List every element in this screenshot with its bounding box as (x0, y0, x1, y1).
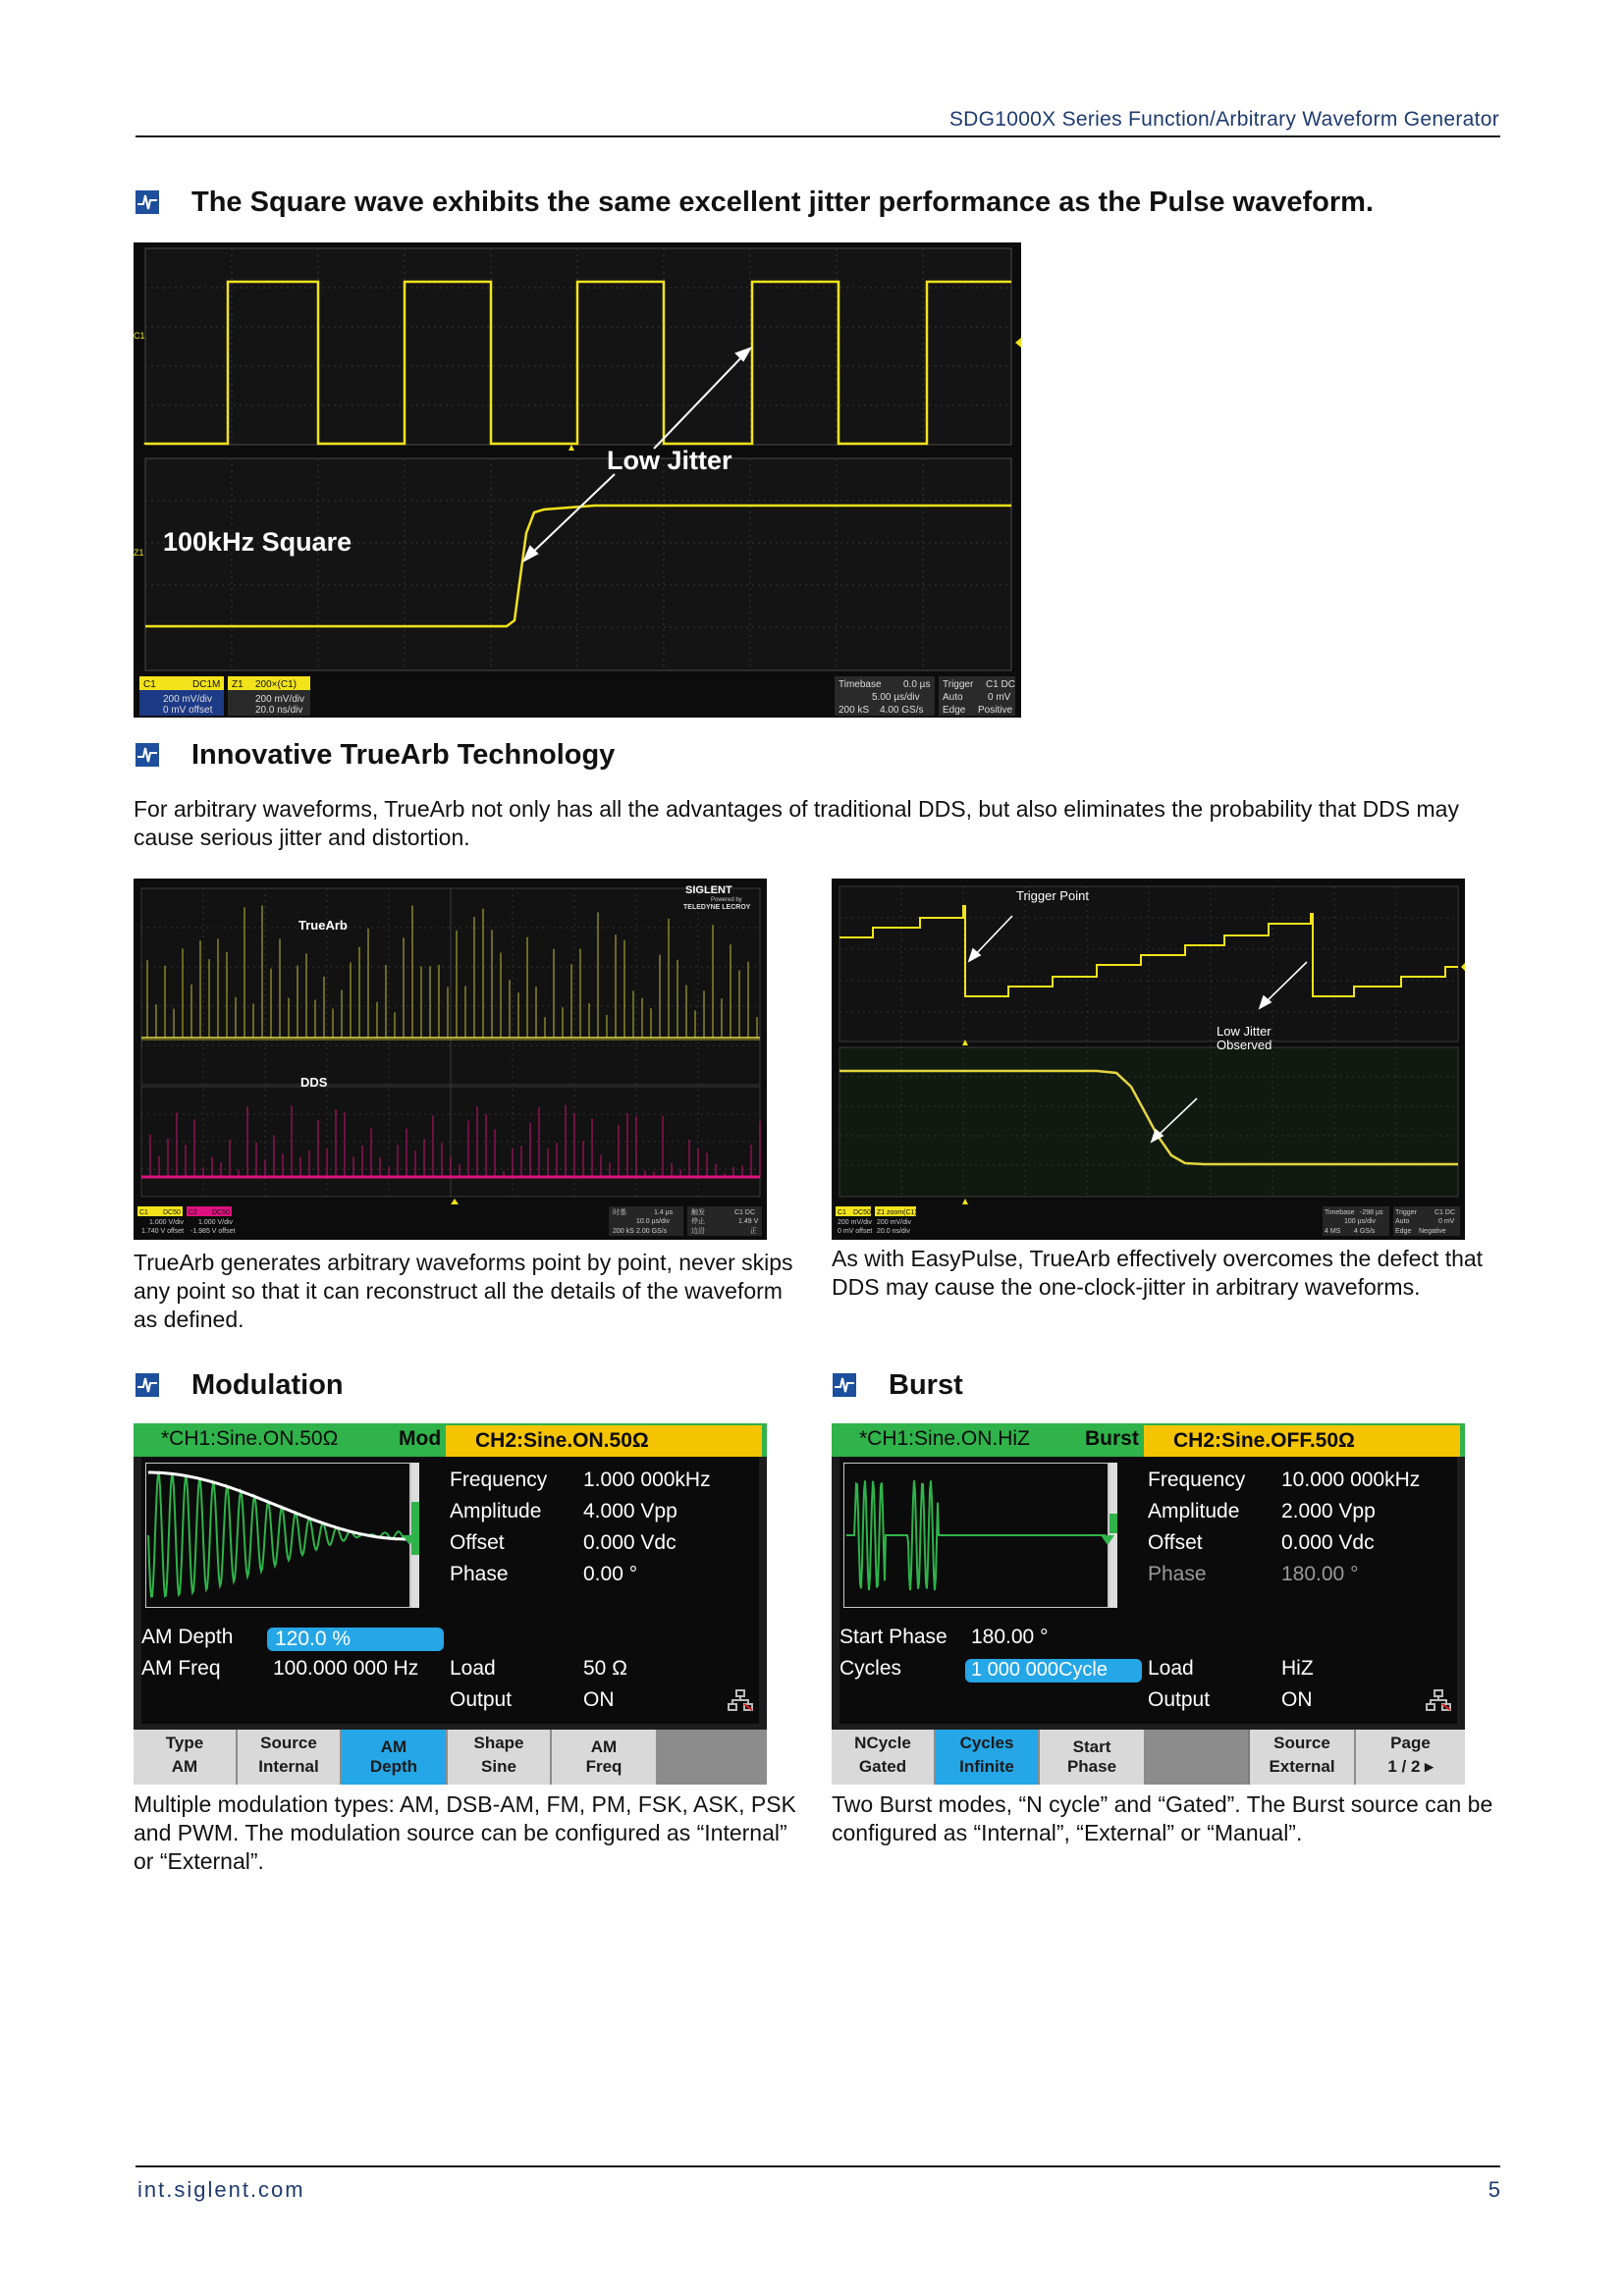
ch2-status: CH2:Sine.ON.50Ω (446, 1425, 762, 1457)
scope3-tr-lvl: 0 mV (1438, 1218, 1455, 1225)
generator-panel-burst (832, 1423, 1465, 1785)
param-value-offset[interactable]: 0.000 Vdc (1281, 1531, 1375, 1554)
am-freq-value[interactable]: 100.000 000 Hz (273, 1657, 419, 1680)
output-label: Output (450, 1688, 513, 1711)
header-rule (135, 135, 1500, 137)
generator-panel-modulation (134, 1423, 767, 1785)
scope1-z1-scale: 200 mV/div (255, 694, 305, 705)
truearb-intro: For arbitrary waveforms, TrueArb not only has all the advantages of traditional DDS, but also eliminates the probability that DDS may cause serious jitter and distortion. (134, 796, 1459, 850)
softkey-shape[interactable] (448, 1730, 552, 1785)
param-value-phase: 180.00 ° (1281, 1563, 1359, 1585)
softkey-am-depth[interactable] (342, 1730, 448, 1785)
param-label-frequency[interactable]: Frequency (1148, 1468, 1246, 1491)
scope3-z1: Z1 (877, 1209, 886, 1216)
scope1-tr-lvl: 0 mV (988, 692, 1011, 703)
softkey-shape-bottom: Sine (481, 1757, 516, 1776)
scope-square-wave (134, 242, 1021, 718)
output-value[interactable]: ON (1281, 1688, 1313, 1711)
load-value[interactable]: HiZ (1281, 1657, 1314, 1680)
scope3-c1: C1 (838, 1209, 846, 1216)
scope1-tb-gs: 4.00 GS/s (880, 705, 924, 716)
section-title-truearb: Innovative TrueArb Technology (191, 739, 616, 771)
caption-modulation: Multiple modulation types: AM, DSB-AM, FM, PM, FSK, ASK, PSK and PWM. The modulation source can be configured as “Internal” or “External”. (134, 1791, 796, 1874)
scope2-tb-gs: 2.00 GS/s (636, 1228, 668, 1235)
page-number: 5 (1488, 2177, 1500, 2202)
scope2-c2: C2 (189, 1209, 197, 1216)
scope1-c1-name: C1 (143, 679, 156, 690)
scope3-tb-rate: 100 µs/div (1344, 1218, 1377, 1225)
label-low-jitter: Low Jitter (607, 446, 732, 475)
caption-burst: Two Burst modes, “N cycle” and “Gated”. The Burst source can be configured as “Internal”, “External” or “Manual”. (832, 1791, 1493, 1845)
softkey-start-phase-bottom: Phase (1066, 1757, 1117, 1776)
section-title-square-jitter: The Square wave exhibits the same excellent jitter performance as the Pulse waveform. (191, 187, 1374, 218)
softkey-type[interactable] (134, 1730, 238, 1785)
load-label: Load (450, 1657, 496, 1680)
logo-teledyne: TELEDYNE LECROY (683, 904, 751, 911)
scope2-c2-scale: 1.000 V/div (198, 1219, 234, 1226)
section-bullet-icon (833, 1373, 856, 1397)
softkey-page-top: Page (1390, 1734, 1431, 1752)
param-value-phase[interactable]: 0.00 ° (583, 1563, 638, 1585)
section-title-burst: Burst (889, 1369, 963, 1401)
ch2-status: CH2:Sine.OFF.50Ω (1144, 1425, 1460, 1457)
softkey-ncycle-top: NCycle (854, 1734, 911, 1752)
siglent-logo-text: SIGLENT (685, 884, 732, 896)
param-value-frequency[interactable]: 1.000 000kHz (583, 1468, 711, 1491)
softkey-cycles-bottom: Infinite (959, 1757, 1014, 1776)
param-label-phase[interactable]: Phase (450, 1563, 509, 1585)
scope2-tb-val: 1.4 µs (654, 1209, 674, 1216)
scope2-tr-slope: 正 (750, 1228, 757, 1235)
scope3-tb-mem: 4 MS (1325, 1228, 1341, 1235)
softkey-type-top: Type (165, 1734, 204, 1752)
label-low-jitter-1: Low Jitter (1217, 1024, 1272, 1039)
scope2-c2-offset: -1.985 V offset (190, 1228, 236, 1235)
softkey-am-depth-bottom: Depth (369, 1757, 418, 1776)
scope1-z1-tag: 200×(C1) (255, 679, 297, 690)
scope3-c1-offset: 0 mV offset (838, 1228, 873, 1235)
scope2-tr-ch: C1 DC (734, 1209, 756, 1216)
scope1-tr-mode: Auto (943, 692, 963, 703)
softkey-ncycle-bottom: Gated (858, 1757, 907, 1776)
softkey-cycles-top: Cycles (959, 1734, 1014, 1752)
scope1-c1-scale: 200 mV/div (163, 694, 213, 705)
scope3-c1-scale: 200 mV/div (838, 1219, 873, 1226)
scope3-tb-label: Timebase (1325, 1209, 1355, 1216)
param-value-amplitude[interactable]: 2.000 Vpp (1281, 1500, 1376, 1522)
load-label: Load (1148, 1657, 1194, 1680)
scope2-tb-mem: 200 kS (613, 1228, 634, 1235)
softkey-start-phase[interactable] (1040, 1730, 1146, 1785)
scope3-tr-slope: Negative (1419, 1228, 1446, 1235)
param-value-frequency[interactable]: 10.000 000kHz (1281, 1468, 1421, 1491)
label-trigger-point: Trigger Point (1016, 888, 1089, 903)
softkey-am-freq[interactable] (552, 1730, 658, 1785)
label-truearb: TrueArb (298, 918, 348, 933)
scope3-tb-gs: 4 GS/s (1354, 1228, 1376, 1235)
scope1-tr-type: Edge (943, 705, 966, 716)
scope1-c1-tag: DC1M (192, 679, 221, 690)
scope2-c1: C1 (139, 1209, 148, 1216)
load-value[interactable]: 50 Ω (583, 1657, 627, 1680)
section-bullet-icon (135, 743, 159, 767)
scope2-c1-tag: DC50 (163, 1209, 181, 1216)
caption-truearb: TrueArb generates arbitrary waveforms point by point, never skips any point so that it can reconstruct all the details of the waveform as defined. (134, 1250, 793, 1332)
scope2-tr-lvl: 1.49 V (738, 1218, 759, 1225)
scope2-tb-label: 时基 (613, 1209, 626, 1216)
scope1-z1-name: Z1 (232, 679, 244, 690)
network-icon (727, 1688, 754, 1712)
scope1-tr-slope: Positive (978, 705, 1013, 716)
softkey-empty[interactable] (658, 1730, 767, 1785)
am-freq-label: AM Freq (141, 1657, 221, 1680)
scope-truearb-dds (134, 879, 767, 1240)
softkey-source-bottom: External (1269, 1757, 1335, 1776)
start-phase-value[interactable]: 180.00 ° (971, 1626, 1049, 1648)
siglent-logo (685, 884, 732, 896)
softkey-shape-top: Shape (473, 1734, 524, 1752)
param-label-amplitude[interactable]: Amplitude (450, 1500, 542, 1522)
softkey-type-bottom: AM (171, 1757, 198, 1776)
cycles-label: Cycles (839, 1657, 902, 1680)
softkey-start-phase-top: Start (1072, 1737, 1111, 1756)
softkey-page[interactable] (1356, 1730, 1465, 1785)
logo-powered-by: Powered by (711, 897, 742, 903)
softkey-source-top: Source (260, 1734, 317, 1752)
scope3-tr-label: Trigger (1395, 1209, 1417, 1216)
scope3-tr-ch: C1 DC (1435, 1209, 1456, 1216)
softkey-source-bottom: Internal (258, 1757, 319, 1776)
section-bullet-icon (135, 1373, 159, 1397)
softkey-am-freq-bottom: Freq (585, 1757, 623, 1776)
scope-staircase (832, 879, 1465, 1240)
softkey-am-depth-top: AM (380, 1737, 407, 1756)
label-low-jitter-2: Observed (1217, 1038, 1272, 1052)
param-label-amplitude[interactable]: Amplitude (1148, 1500, 1240, 1522)
ch1-status: *CH1:Sine.ON.50Ω (161, 1427, 339, 1450)
param-label-frequency[interactable]: Frequency (450, 1468, 548, 1491)
mode-label: Burst (1085, 1427, 1139, 1450)
scope2-c1-offset: 1.740 V offset (141, 1228, 185, 1235)
caption-easypulse: As with EasyPulse, TrueArb effectively overcomes the defect that DDS may cause the one-clock-jitter in arbitrary waveforms. (832, 1246, 1484, 1300)
mod-waveform-preview (145, 1463, 422, 1608)
label-100khz-square: 100kHz Square (163, 527, 352, 557)
softkey-source[interactable] (1250, 1730, 1356, 1785)
scope1-tb-label: Timebase (839, 679, 882, 690)
softkey-empty[interactable] (1146, 1730, 1250, 1785)
scope1-z1-time: 20.0 ns/div (255, 705, 303, 716)
scope1-c1-offset: 0 mV offset (163, 705, 213, 716)
softkey-page-bottom: 1 / 2 ▸ (1387, 1757, 1434, 1776)
burst-waveform-preview (843, 1463, 1120, 1608)
footer-rule (135, 2165, 1500, 2167)
softkey-bar (134, 1730, 767, 1785)
scope2-tr-mode: 停止 (691, 1218, 705, 1225)
am-depth-value[interactable]: 120.0 % (275, 1628, 352, 1650)
scope3-c1-tag: DC50 (853, 1209, 871, 1216)
scope3-tr-type: Edge (1395, 1228, 1412, 1235)
scope-z1-marker: Z1 (134, 548, 144, 558)
scope2-c2-tag: DC50 (212, 1209, 230, 1216)
footer-url[interactable]: int.siglent.com (137, 2177, 305, 2202)
scope3-z1-time: 20.0 ns/div (877, 1228, 910, 1235)
scope1-tb-val: 0.0 µs (903, 679, 931, 690)
scope3-z1-scale: 200 mV/div (877, 1219, 912, 1226)
start-phase-label: Start Phase (839, 1626, 947, 1648)
scope3-tr-mode: Auto (1395, 1218, 1410, 1225)
label-dds: DDS (300, 1075, 328, 1090)
param-label-phase: Phase (1148, 1563, 1207, 1585)
softkey-ncycle[interactable] (832, 1730, 936, 1785)
output-value[interactable]: ON (583, 1688, 615, 1711)
cycles-value[interactable]: 1 000 000Cycle (971, 1659, 1108, 1681)
softkey-source[interactable] (238, 1730, 342, 1785)
ch1-status: *CH1:Sine.ON.HiZ (859, 1427, 1030, 1450)
am-depth-label: AM Depth (141, 1626, 234, 1648)
param-label-offset[interactable]: Offset (450, 1531, 505, 1554)
scope2-tr-label: 触发 (691, 1209, 705, 1216)
softkey-bar (832, 1730, 1465, 1785)
section-bullet-icon (135, 190, 159, 214)
param-value-amplitude[interactable]: 4.000 Vpp (583, 1500, 677, 1522)
scope2-tb-rate: 10.0 µs/div (636, 1218, 670, 1225)
scope1-tr-ch: C1 DC (986, 679, 1016, 690)
scope1-tb-rate: 5.00 µs/div (872, 692, 920, 703)
param-value-offset[interactable]: 0.000 Vdc (583, 1531, 677, 1554)
softkey-cycles[interactable] (936, 1730, 1040, 1785)
mode-label: Mod (399, 1427, 442, 1450)
section-title-modulation: Modulation (191, 1369, 344, 1401)
document-header: SDG1000X Series Function/Arbitrary Waveform Generator (948, 108, 1499, 131)
network-icon (1425, 1688, 1452, 1712)
scope1-tb-mem: 200 kS (839, 705, 870, 716)
softkey-am-freq-top: AM (590, 1737, 618, 1756)
softkey-source-top: Source (1273, 1734, 1330, 1752)
scope3-tb-val: -298 µs (1360, 1209, 1383, 1216)
scope3-z1-tag: zoom(C1) (887, 1209, 917, 1216)
param-label-offset[interactable]: Offset (1148, 1531, 1203, 1554)
output-label: Output (1148, 1688, 1211, 1711)
scope-c1-marker: C1 (134, 331, 145, 341)
scope2-tr-type: 边沿 (691, 1228, 705, 1235)
scope2-c1-scale: 1.000 V/div (149, 1219, 185, 1226)
scope1-tr-label: Trigger (943, 679, 974, 690)
